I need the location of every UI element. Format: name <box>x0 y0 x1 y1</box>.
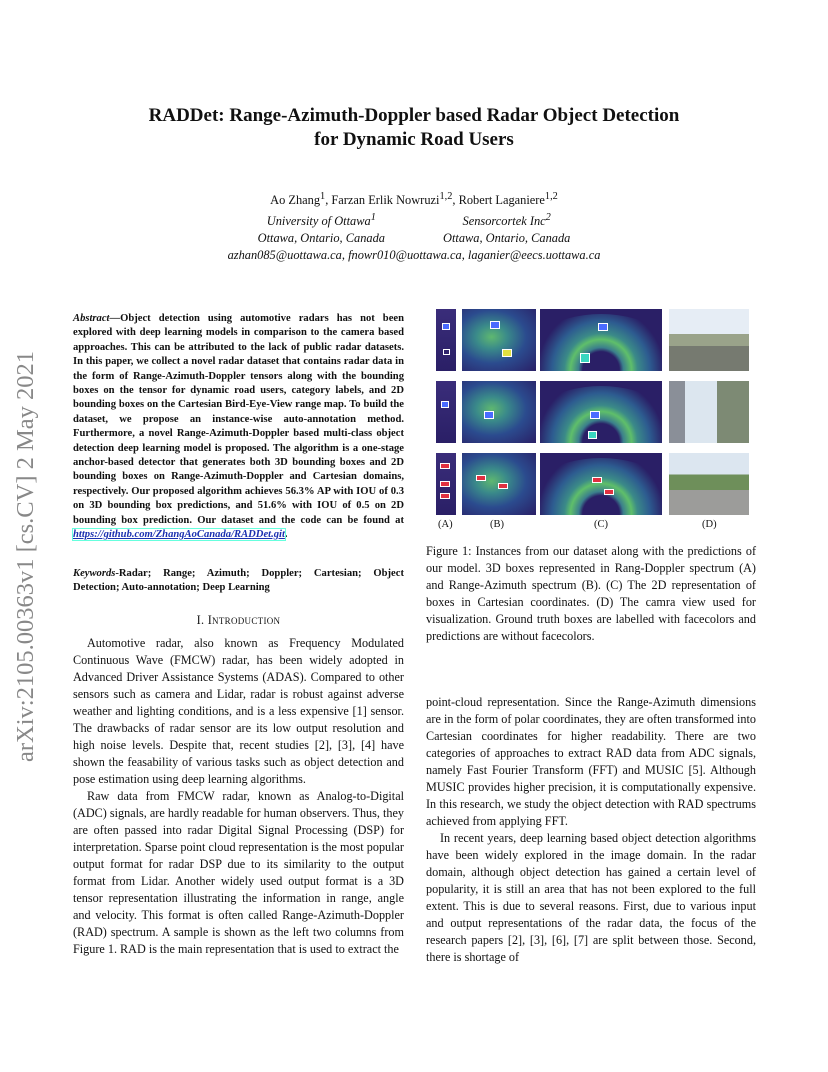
cartesian-panel <box>540 453 662 515</box>
paragraph: point-cloud representation. Since the Range-Azimuth dimensions are in the form of polar coordinates, they are often transformed into Cartesian coordinates for higher readability. There are two categories of approaches to extract RAD data from ADC signals, namely Fast Fourier Transform (FFT) and MUSIC [5]. Although MUSIC provides higher precision, it is computationally expensive. In this research, we study the object detection with RAD spectrums achieved from applying FFT. <box>426 695 756 828</box>
author-names: Ao Zhang$^1$, Farzan Erlik Nowruzi$^{1,2}$, Robert Laganiere$^{1,2}$ <box>270 191 558 208</box>
range-doppler-panel <box>436 381 456 443</box>
paper-title: RADDet: Range-Azimuth-Doppler based Radar Object Detection for Dynamic Road Users <box>148 105 680 150</box>
range-doppler-panel <box>436 453 456 515</box>
panel-label-b: (B) <box>490 519 504 530</box>
camera-view-panel <box>669 309 749 371</box>
range-azimuth-panel <box>462 381 536 443</box>
range-azimuth-panel <box>462 453 536 515</box>
keywords-label: Keywords <box>73 568 116 579</box>
cartesian-panel <box>540 381 662 443</box>
affiliations <box>0 209 828 247</box>
paragraph: Raw data from FMCW radar, known as Analog-to-Digital (ADC) signals, are hardly readable for human observers. Thus, they are often passed into radar Digital Signal Processing (DSP) for interpretation. Sparse point cloud representation is the most popular output format for radar DSP due to its similarity to the output format from Lidar. Another widely used output format is a 3D tensor representation illustrating the information in range, angle and velocity. This format is often called Range-Azimuth-Doppler (RAD) spectrum. A sample is shown as the left two columns from Figure 1. RAD is the main representation that is used to extract the <box>73 789 404 956</box>
author-emails: azhan085@uottawa.ca, fnowr010@uottawa.ca, laganier@eecs.uottawa.ca <box>227 248 601 263</box>
panel-label-c: (C) <box>594 519 608 530</box>
abstract-label: Abstract <box>73 313 110 324</box>
paragraph: In recent years, deep learning based object detection algorithms have been widely explored in the image domain. In the radar domain, although object detection has gained a certain level of popularity, it is still an area that has not been explored to the full extent. This is due to several reasons. First, due to various input and output representations of the radar data, the focus of the research papers [2], [3], [6], [7] are split between those. Second, there is shortage of <box>426 831 756 964</box>
figure-caption: Figure 1: Instances from our dataset along with the predictions of our model. 3D boxes represented in Rang-Doppler spectrum (A) and Range-Azimuth spectrum (B). (C) The 2D representation of boxes in Cartesian coordinates. (D) The camra view used for visualization. Ground truth boxes are labelled with facecolors and predictions are without facecolors. <box>426 544 756 643</box>
panel-label-d: (D) <box>702 519 717 530</box>
camera-view-panel <box>669 381 749 443</box>
cartesian-panel <box>540 309 662 371</box>
section-heading: I. Introduction <box>196 613 281 627</box>
right-column-body <box>426 694 756 966</box>
figure-1 <box>426 305 756 535</box>
affiliation-2: Sensorcortek Inc$^2$ Ottawa, Ontario, Canada <box>443 212 571 246</box>
github-link[interactable]: https://github.com/ZhangAoCanada/RADDet.git <box>73 529 285 541</box>
range-azimuth-panel <box>462 309 536 371</box>
affiliation-1: University of Ottawa$^1$ Ottawa, Ontario, Canada <box>257 212 385 246</box>
arxiv-identifier: arXiv:2105.00363v1 [cs.CV] 2 May 2021 <box>12 350 39 762</box>
panel-label-a: (A) <box>438 519 453 530</box>
keywords: Keywords-Radar; Range; Azimuth; Doppler; Cartesian; Object Detection; Auto-annotation; Deep Learning <box>73 568 404 594</box>
left-column-body <box>73 635 404 958</box>
range-doppler-panel <box>436 309 456 371</box>
abstract: Abstract—Object detection using automotive radars has not been explored with deep learning models in comparison to the camera based approaches. This can be attributed to the lack of public radar datasets. In this paper, we collect a novel radar dataset that contains radar data in the form of Range-Azimuth-Doppler tensors along with the bounding boxes on the tensor for dynamic road users, category labels, and 2D bounding boxes on the Cartesian Bird-Eye-View range map. To build the dataset, we propose an instance-wise auto-annotation method. Furthermore, a novel Range-Azimuth-Doppler based multi-class object detection deep learning model is proposed. The algorithm is a one-stage anchor-based detector that generates both 3D bounding boxes and 2D bounding boxes on Range-Azimuth-Doppler and Cartesian domains, respectively. Our proposed algorithm achieves 56.3% AP with IOU of 0.3 on 3D bounding box predictions, and 51.6% with IOU of 0.5 on 2D bounding box prediction. Our dataset and the code can be found at https://github.com/ZhangAoCanada/RADDet.git. <box>73 313 404 541</box>
paragraph: Automotive radar, also known as Frequency Modulated Continuous Wave (FMCW) radar, has been widely adopted in Advanced Driver Assistance Systems (ADAS). Compared to other sensors such as camera and Lidar, radar is robust against adverse weather and lighting conditions, and is a less expensive [1] sensor. The drawbacks of radar sensor are its low output resolution and high noise levels. Despite that, recent studies [2], [3], [4] have shown the feasability of various tasks such as object detection and pose estimation using deep learning algorithms. <box>73 636 404 786</box>
camera-view-panel <box>669 453 749 515</box>
author-block <box>0 188 828 264</box>
